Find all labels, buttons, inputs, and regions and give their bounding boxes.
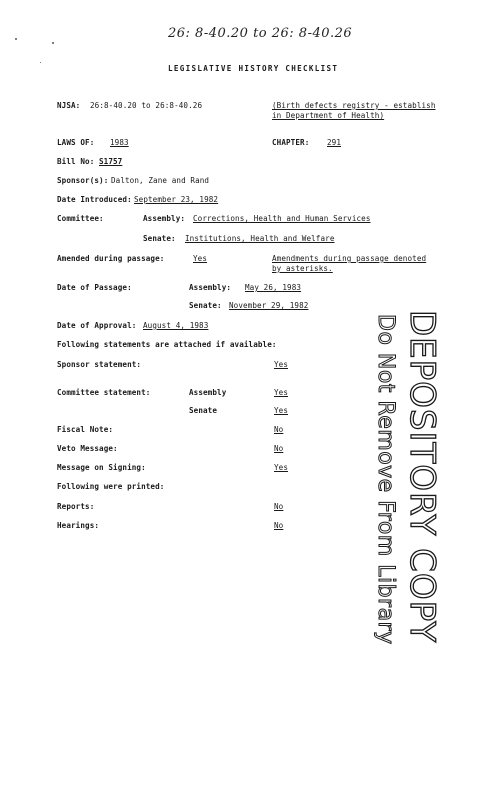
stamp-line2: Do Not Remove From Library	[373, 314, 398, 645]
laws-of-value: 1983	[110, 138, 129, 147]
committee-assembly-label: Assembly:	[143, 214, 186, 223]
committee-statement-assembly-label: Assembly	[189, 388, 227, 397]
bill-label: Bill No:	[57, 157, 95, 166]
amended-label: Amended during passage:	[57, 254, 165, 263]
laws-of-label: LAWS OF:	[57, 138, 95, 147]
reports-label: Reports:	[57, 502, 95, 511]
amended-note-line1: Amendments during passage denoted	[272, 254, 427, 263]
committee-statement-senate-value: Yes	[274, 406, 289, 415]
njsa-note-line1: (Birth defects registry - establish	[272, 101, 436, 110]
sponsor-statement-label: Sponsor statement:	[57, 360, 142, 369]
scan-speck	[40, 62, 41, 63]
message-on-signing-value: Yes	[274, 463, 289, 472]
njsa-value: 26:8-40.20 to 26:8-40.26	[90, 101, 203, 110]
passage-senate-value: November 29, 1982	[229, 301, 309, 310]
committee-statement-label: Committee statement:	[57, 388, 151, 397]
handwritten-header: 26: 8-40.20 to 26: 8-40.26	[168, 26, 353, 41]
passage-senate-label: Senate:	[189, 301, 222, 310]
scan-speck	[15, 38, 17, 40]
approval-value: August 4, 1983	[143, 321, 209, 330]
hearings-value: No	[274, 521, 284, 530]
sponsors-label: Sponsor(s):	[57, 176, 109, 185]
following-printed-text: Following were printed:	[57, 482, 165, 491]
bill-value: S1757	[99, 157, 123, 166]
chapter-value: 291	[327, 138, 342, 147]
passage-assembly-label: Assembly:	[189, 283, 232, 292]
committee-statement-senate-label: Senate	[189, 406, 218, 415]
committee-assembly-value: Corrections, Health and Human Services	[193, 214, 371, 223]
fiscal-note-value: No	[274, 425, 284, 434]
reports-value: No	[274, 502, 284, 511]
approval-label: Date of Approval:	[57, 321, 137, 330]
fiscal-note-label: Fiscal Note:	[57, 425, 114, 434]
veto-message-label: Veto Message:	[57, 444, 118, 453]
stamp-line1: DEPOSITORY COPY	[402, 310, 442, 644]
message-on-signing-label: Message on Signing:	[57, 463, 146, 472]
scan-speck	[52, 42, 54, 44]
date-introduced-label: Date Introduced:	[57, 195, 132, 204]
amended-note-line2: by asterisks.	[272, 264, 333, 273]
sponsor-statement-value: Yes	[274, 360, 289, 369]
following-attached-text: Following statements are attached if available:	[57, 340, 277, 349]
amended-value: Yes	[193, 254, 208, 263]
date-introduced-value: September 23, 1982	[134, 195, 219, 204]
committee-senate-value: Institutions, Health and Welfare	[185, 234, 335, 243]
njsa-note-line2: in Department of Health)	[272, 111, 385, 120]
depository-copy-stamp	[362, 310, 442, 645]
committee-label: Committee:	[57, 214, 104, 223]
veto-message-value: No	[274, 444, 284, 453]
committee-senate-label: Senate:	[143, 234, 176, 243]
njsa-label: NJSA:	[57, 101, 81, 110]
sponsors-value: Dalton, Zane and Rand	[111, 176, 210, 185]
committee-statement-assembly-value: Yes	[274, 388, 289, 397]
passage-assembly-value: May 26, 1983	[245, 283, 302, 292]
passage-label: Date of Passage:	[57, 283, 132, 292]
hearings-label: Hearings:	[57, 521, 100, 530]
chapter-label: CHAPTER:	[272, 138, 310, 147]
page-title: LEGISLATIVE HISTORY CHECKLIST	[168, 64, 339, 73]
